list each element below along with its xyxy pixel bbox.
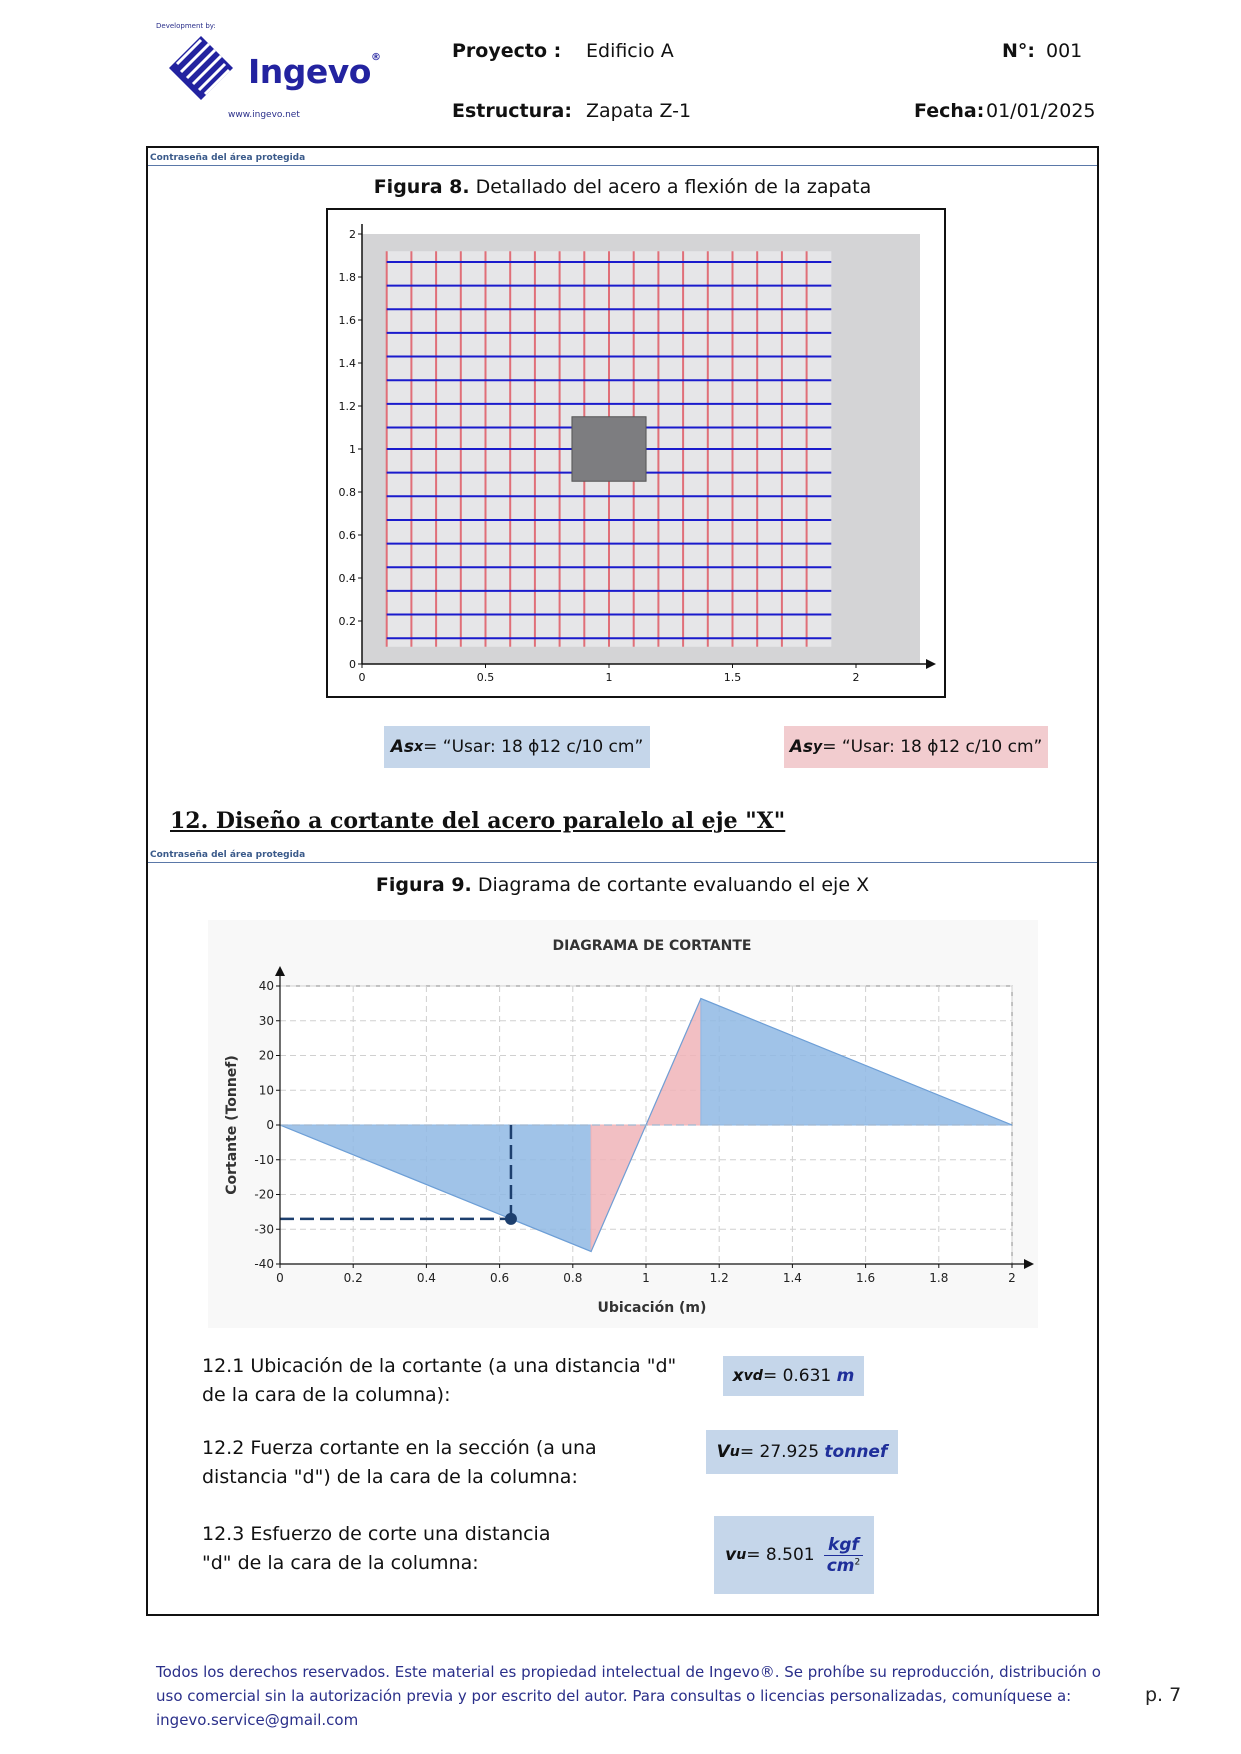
brand-name: Ingevo [248,52,371,91]
item122-text [202,1434,682,1492]
figure9-chart [208,920,1038,1328]
y-tick-label: -10 [254,1152,274,1167]
figure8-chart [326,208,946,698]
item123-line1: 12.3 Esfuerzo de corte una distancia [202,1523,551,1545]
y-tick-label: -20 [254,1187,274,1202]
vu-stress-unit-exponent: 2 [854,1556,861,1567]
vu-stress-unit-numerator: kgf [824,1535,863,1556]
figure9-ylabel: Cortante (Tonnef) [224,1055,240,1195]
ingevo-mark-icon [167,34,235,102]
item121-text [202,1352,682,1410]
vu-stress-result [714,1516,874,1594]
item121-line1: 12.1 Ubicación de la cortante (a una distancia "d" [202,1355,677,1377]
x-tick-label: 1 [605,671,613,684]
y-tick-label: 20 [258,1048,274,1063]
y-tick-label: 1.6 [338,314,356,327]
fecha-label: Fecha: [914,100,985,122]
x-tick-label: 0 [358,671,366,684]
x-tick-label: 1 [642,1271,650,1285]
x-tick-label: 0.4 [416,1271,436,1285]
x-tick-label: 1.2 [709,1271,729,1285]
y-tick-label: 0 [349,658,356,671]
vu-stress-subscript: u [736,1547,747,1563]
y-tick-label: -40 [254,1257,274,1271]
y-tick-label: 10 [258,1083,274,1098]
asx-subscript: x [414,739,424,755]
separator-line [148,165,1097,166]
website-label: www.ingevo.net [228,110,300,120]
y-tick-label: 0.4 [338,572,356,585]
xvd-value: = 0.631 [762,1366,832,1386]
estructura-value: Zapata Z-1 [586,100,692,122]
figure9-caption [148,874,1097,896]
xvd-subscript: vd [743,1368,763,1384]
y-tick-label: 2 [349,228,356,241]
x-tick-label: 0.8 [563,1271,583,1285]
asy-subscript: y [812,739,823,755]
x-tick-label: 0.2 [343,1271,363,1285]
ingevo-logo [155,22,381,122]
y-tick-label: 0.2 [338,615,356,628]
numero-value: 001 [1046,40,1083,62]
y-tick-label: 1.2 [338,400,356,413]
y-tick-label: 0.6 [338,529,356,542]
protected-area-label: Contraseña del área protegida [150,153,306,163]
protected-area-label-2: Contraseña del área protegida [150,850,306,860]
xvd-unit: m [836,1366,855,1386]
x-tick-label: 1.5 [723,671,742,684]
brand-registered-mark: ® [370,52,381,63]
item121-line2: de la cara de la columna): [202,1384,451,1406]
figure9-xlabel: Ubicación (m) [597,1300,707,1316]
item123-text [202,1520,682,1578]
y-tick-label: 30 [258,1013,274,1028]
asy-text: = “Usar: 18 ϕ12 c/10 cm” [822,737,1043,757]
y-tick-label: 1.4 [338,357,356,370]
developed-by-label: Development by: [156,22,216,30]
column-section [572,417,646,482]
x-tick-label: 1.6 [856,1271,876,1285]
vu-stress-value: = 8.501 [746,1545,815,1565]
vu-stress-unit-fraction [824,1535,863,1576]
numero-label: N°: [1002,40,1035,62]
item122-line1: 12.2 Fuerza cortante en la sección (a una [202,1437,597,1459]
x-tick-label: 1.4 [782,1271,802,1285]
figure9-caption-label: Figura 9. [375,874,472,896]
vu-force-unit: tonnef [824,1442,888,1462]
y-tick-label: 1 [349,443,356,456]
figure8-caption [148,176,1097,198]
y-tick-label: 40 [258,979,274,993]
figure9-title: DIAGRAMA DE CORTANTE [552,938,752,954]
y-tick-label: 0.8 [338,486,356,499]
critical-section-marker [505,1213,517,1225]
x-tick-label: 0 [276,1271,284,1285]
vu-stress-symbol: v [725,1545,737,1565]
x-tick-label: 2 [852,671,860,684]
figure9-caption-text: Diagrama de cortante evaluando el eje X [477,874,870,896]
fecha-value: 01/01/2025 [986,100,1096,122]
item123-line2: "d" de la cara de la columna: [202,1552,479,1574]
copyright-notice: Todos los derechos reservados. Este material es propiedad intelectual de Ingevo®. Se prohíbe su reproducción, distribución o uso comercial sin la autorización previa y por escrito del autor. Para consultas o licencias personalizadas, comuníquese a: ingevo.service@gmail.com [156,1663,1101,1729]
asy-result [784,726,1048,768]
y-tick-label: 1.8 [338,271,356,284]
section12-title: 12. Diseño a cortante del acero paralelo al eje "X" [170,808,786,834]
page-number: p. 7 [1145,1684,1182,1706]
figure8-caption-text: Detallado del acero a flexión de la zapata [475,176,872,198]
x-tick-label: 2 [1008,1271,1016,1285]
asy-symbol: As [789,737,813,757]
x-tick-label: 1.8 [929,1271,949,1285]
vu-force-symbol: V [716,1442,730,1462]
xvd-symbol: x [732,1366,744,1386]
item122-line2: distancia "d") de la cara de la columna: [202,1466,578,1488]
estructura-label: Estructura: [452,100,572,122]
x-tick-label: 0.6 [490,1271,510,1285]
xvd-result [723,1356,864,1396]
asx-symbol: As [390,737,415,757]
asx-text: = “Usar: 18 ϕ12 c/10 cm” [423,737,644,757]
y-tick-label: 0 [266,1118,274,1132]
proyecto-label: Proyecto : [452,40,562,62]
content-frame [146,146,1099,1616]
vu-force-result [706,1430,898,1474]
vu-force-subscript: u [729,1444,740,1460]
x-tick-label: 0.5 [476,671,495,684]
vu-force-value: = 27.925 [739,1442,820,1462]
vu-stress-unit-denominator: cm [826,1555,855,1576]
proyecto-value: Edificio A [586,40,674,62]
separator-line-2 [148,862,1097,863]
y-tick-label: -30 [254,1222,274,1237]
asx-result [384,726,650,768]
figure8-caption-label: Figura 8. [373,176,470,198]
